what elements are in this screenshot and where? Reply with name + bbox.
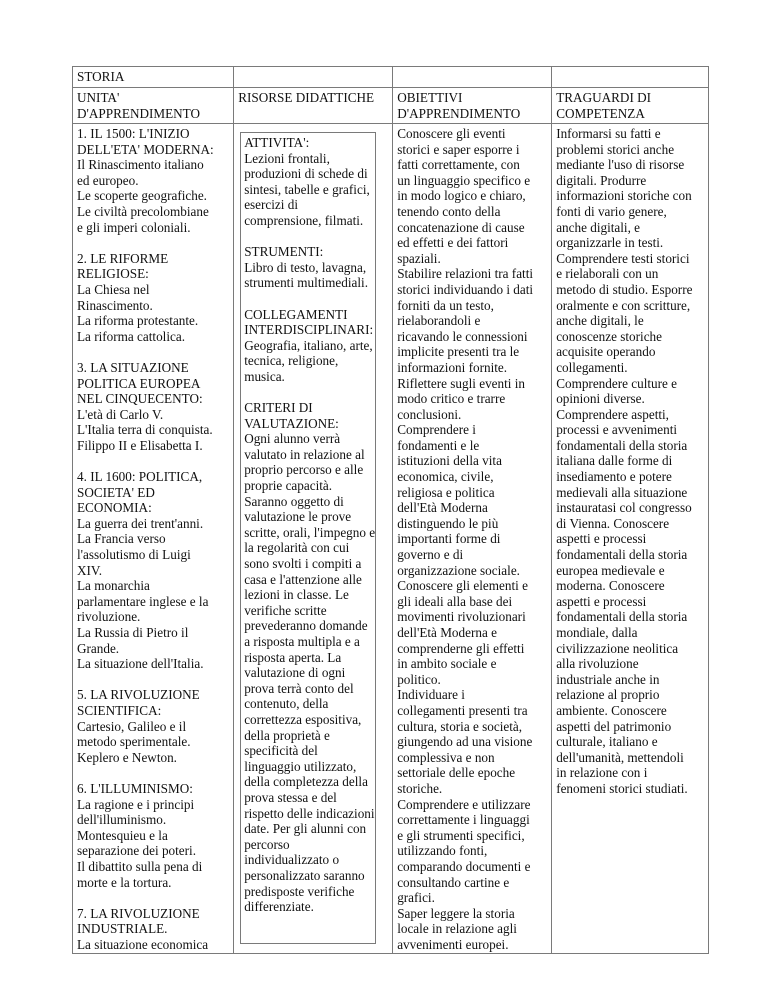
unit-line: La riforma protestante. (77, 313, 199, 329)
objective-line: governo e di (397, 547, 464, 563)
goal-line: in relazione con i (556, 765, 648, 781)
header-line: OBIETTIVI (397, 90, 463, 105)
goal-line: fonti di vario genere, (556, 203, 667, 219)
objective-line: Conoscere gli elementi e (397, 578, 528, 594)
goal-line: aspetti e processi (556, 531, 647, 547)
content-row (73, 124, 709, 954)
unit-line: Filippo II e Elisabetta I. (77, 437, 203, 453)
goal-line: Comprendere aspetti, (556, 406, 669, 422)
resource-line: correttezza espositiva, (244, 711, 362, 727)
unit-line: 4. IL 1600: POLITICA, (77, 469, 203, 485)
unit-line: Keplero e Newton. (77, 749, 177, 765)
unit-line: La ragione e i principi (77, 796, 195, 812)
objective-line: Comprendere i (397, 422, 476, 438)
unit-line: La situazione dell'Italia. (77, 656, 204, 672)
resource-line: CRITERI DI (244, 400, 313, 416)
header-line: COMPETENZA (556, 105, 645, 121)
goal-line: dell'umanità, mettendoli (556, 749, 684, 765)
goal-line: italiana dalle forme di (556, 453, 673, 469)
objective-line: economica, civile, (397, 469, 494, 485)
resource-line: predisposte verifiche (244, 883, 355, 899)
objective-line: comparando documenti e (397, 858, 531, 874)
header-objectives (393, 88, 552, 124)
title-row (73, 67, 709, 88)
unit-line: 6. L'ILLUMINISMO: (77, 780, 193, 796)
spacer (244, 291, 372, 307)
header-row (73, 88, 709, 124)
header-line: D'APPRENDIMENTO (77, 105, 201, 121)
goal-line: industriale anche in (556, 671, 660, 687)
objective-line: forniti da un testo, (397, 297, 494, 313)
unit-line: La guerra dei trent'anni. (77, 515, 204, 531)
resource-line: VALUTAZIONE: (244, 415, 339, 431)
unit-line: DELL'ETA' MODERNA: (77, 141, 214, 157)
objective-line: storici individuando i dati (397, 281, 534, 297)
resource-line: Libro di testo, lavagna, (244, 259, 367, 275)
unit-line: SOCIETA' ED (77, 484, 155, 500)
unit-line: La Francia verso (77, 531, 166, 547)
unit-line: parlamentare inglese e la (77, 593, 209, 609)
unit-line: L'Italia terra di conquista. (77, 422, 213, 438)
resource-line: lezioni in classe. Le (244, 587, 349, 603)
goal-line: alla rivoluzione (556, 656, 639, 672)
resource-line: scritte, orali, l'impegno e (244, 524, 376, 540)
unit-line: La riforma cattolica. (77, 328, 186, 344)
resource-line: verifiche scritte (244, 602, 327, 618)
unit-line: metodo sperimentale. (77, 734, 191, 750)
resource-line: esercizi di (244, 197, 299, 213)
objective-line: e gli strumenti specifici, (397, 827, 525, 843)
goal-line: fenomeni storici studiati. (556, 780, 688, 796)
unit-line: POLITICA EUROPEA (77, 375, 201, 391)
objective-line: correttamente i linguaggi (397, 812, 530, 828)
objective-line: Saper leggere la storia (397, 905, 515, 921)
objective-line: fatti correttamente, con (397, 157, 520, 173)
objective-line: complessiva e non (397, 749, 495, 765)
unit-line: NEL CINQUECENTO: (77, 391, 203, 407)
objective-line: Stabilire relazioni tra fatti (397, 266, 534, 282)
unit-line: separazione dei poteri. (77, 843, 196, 859)
objective-line: comprenderne gli effetti (397, 640, 525, 656)
goal-line: relazione al proprio (556, 687, 660, 703)
goal-line: collegamenti. (556, 359, 628, 375)
resource-line: ATTIVITA': (244, 135, 310, 150)
objective-line: implicite presenti tra le (397, 344, 520, 360)
objective-line: storiche. (397, 780, 443, 796)
unit-line: Grande. (77, 640, 120, 656)
header-line: D'APPRENDIMENTO (397, 105, 521, 121)
objective-line: fondamenti e le (397, 437, 480, 453)
goal-line: anche digitali, le (556, 313, 644, 329)
resource-line: specificità del (244, 743, 318, 759)
goal-line: civilizzazione neolitica (556, 640, 679, 656)
objective-line: dell'Età Moderna (397, 500, 488, 516)
unit-line: La situazione economica (77, 936, 209, 952)
unit-line: Le civiltà precolombiane (77, 203, 209, 219)
objective-line: collegamenti presenti tra (397, 702, 528, 718)
goal-line: aspetti del patrimonio (556, 718, 672, 734)
goal-line: opinioni diverse. (556, 391, 645, 407)
goal-line: acquisite operando (556, 344, 656, 360)
resource-line: casa e l'attenzione alle (244, 571, 362, 587)
resource-line: la regolarità con cui (244, 540, 350, 556)
objective-line: consultando cartine e (397, 874, 510, 890)
goal-line: culturale, italiano e (556, 734, 658, 750)
resource-line: della proprietà e (244, 727, 330, 743)
resource-line: della completezza della (244, 774, 368, 790)
goal-line: digitali. Produrre (556, 172, 647, 188)
resource-line: Lezioni frontali, (244, 150, 330, 166)
unit-line: ECONOMIA: (77, 500, 152, 516)
objective-line: informazioni fornite. (397, 359, 508, 375)
objective-line: tenendo conto della (397, 203, 501, 219)
unit-line: Rinascimento. (77, 297, 153, 313)
goals-cell (552, 124, 709, 954)
resource-line: strumenti multimediali. (244, 275, 368, 291)
unit-line: L'età di Carlo V. (77, 406, 164, 422)
spacer (77, 765, 229, 781)
resource-line: valutato in relazione al (244, 446, 365, 462)
objective-line: ricavando le connessioni (397, 328, 528, 344)
resource-line: musica. (244, 368, 285, 384)
resource-line: Geografia, italiano, arte, (244, 337, 373, 353)
goal-line: fondamentali della storia (556, 437, 688, 453)
goal-line: processi e avvenimenti (556, 422, 678, 438)
unit-line: 2. LE RIFORME (77, 250, 169, 266)
objective-line: organizzazione sociale. (397, 562, 520, 578)
objective-line: istituzioni della vita (397, 453, 502, 469)
objective-line: ed effetti e dei fattori (397, 235, 509, 251)
unit-line: Il Rinascimento italiano (77, 157, 204, 173)
header-line: UNITA' (77, 90, 120, 105)
objective-line: cultura, storia e società, (397, 718, 523, 734)
header-line: TRAGUARDI DI (556, 90, 652, 105)
unit-line: e gli imperi coloniali. (77, 219, 191, 235)
spacer (77, 235, 229, 251)
goal-line: oralmente e con scritture, (556, 297, 691, 313)
resource-line: sono svolti i compiti a (244, 556, 362, 572)
unit-line: 3. LA SITUAZIONE (77, 359, 189, 375)
unit-line: 5. LA RIVOLUZIONE (77, 687, 200, 703)
resource-line: STRUMENTI: (244, 244, 324, 260)
objective-line: Riflettere sugli eventi in (397, 375, 525, 391)
unit-line: La Russia di Pietro il (77, 625, 189, 640)
spacer (244, 385, 372, 401)
objective-line: storici e saper esporre i (397, 141, 520, 157)
goal-line: fondamentali della storia (556, 609, 688, 625)
goal-line: anche digitali, e (556, 219, 641, 235)
objective-line: un linguaggio specifico e (397, 172, 531, 188)
resource-line: Saranno oggetto di (244, 493, 344, 509)
objective-line: dell'Età Moderna e (397, 625, 497, 640)
resource-line: linguaggio utilizzato, (244, 758, 357, 774)
goal-line: e rielaborali con un (556, 266, 659, 282)
objective-line: religiosa e politica (397, 484, 495, 500)
objective-line: settoriale delle epoche (397, 765, 516, 781)
objective-line: Comprendere e utilizzare (397, 796, 531, 812)
objective-line: utilizzando fonti, (397, 843, 488, 859)
objective-line: gli ideali alla base dei (397, 593, 513, 609)
unit-line: ed europeo. (77, 172, 139, 188)
objective-line: Individuare i (397, 687, 465, 703)
resource-line: INTERDISCIPLINARI: (244, 322, 374, 338)
objective-line: in modo logico e chiaro, (397, 188, 526, 204)
resource-line: risposta aperta. La (244, 649, 342, 665)
goal-line: Comprendere testi storici (556, 250, 690, 266)
empty-cell (393, 67, 552, 88)
goal-line: aspetti e processi (556, 593, 647, 609)
unit-line: Montesquieu e la (77, 827, 168, 843)
resource-line: rispetto delle indicazioni (244, 805, 375, 821)
resource-line: proprie capacità. (244, 478, 333, 494)
goal-line: moderna. Conoscere (556, 578, 665, 594)
objective-line: giungendo ad una visione (397, 734, 533, 750)
resource-line: contenuto, della (244, 696, 329, 712)
objective-line: grafici. (397, 890, 435, 906)
objective-line: politico. (397, 671, 441, 687)
objective-line: conclusioni. (397, 406, 462, 422)
spacer (77, 453, 229, 469)
objectives-cell (393, 124, 552, 954)
resource-line: prova stessa e del (244, 789, 337, 805)
resource-line: COLLEGAMENTI (244, 306, 348, 322)
resource-line: individualizzato o (244, 852, 340, 868)
unit-line: l'assolutismo di Luigi (77, 547, 191, 563)
resource-line: valutazione di ogni (244, 665, 346, 681)
unit-line: Le scoperte geografiche. (77, 188, 207, 204)
unit-line: RELIGIOSE: (77, 266, 149, 282)
table-title: STORIA (73, 67, 234, 88)
curriculum-table (72, 66, 709, 954)
resource-line: personalizzato saranno (244, 867, 365, 883)
empty-cell (234, 67, 393, 88)
resources-box (240, 132, 376, 944)
spacer (244, 229, 372, 245)
goal-line: instauratasi col congresso (556, 500, 692, 516)
resource-line: prova terrà conto del (244, 680, 354, 696)
objective-line: distinguendo le più (397, 515, 499, 531)
units-cell (73, 124, 234, 954)
unit-line: Cartesio, Galileo e il (77, 718, 187, 734)
objective-line: avvenimenti europei. (397, 936, 509, 952)
goal-line: ambiente. Conoscere (556, 702, 667, 718)
goal-line: di Vienna. Conoscere (556, 515, 670, 531)
goal-line: mondiale, dalla (556, 625, 638, 640)
unit-line: dell'illuminismo. (77, 812, 167, 828)
objective-line: concatenazione di cause (397, 219, 525, 235)
unit-line: Il dibattito sulla pena di (77, 858, 203, 874)
goal-line: problemi storici anche (556, 141, 675, 157)
spacer (77, 890, 229, 906)
objective-line: modo critico e trarre (397, 391, 506, 407)
resource-line: date. Per gli alunni con (244, 821, 367, 837)
goal-line: Informarsi su fatti e (556, 126, 661, 141)
resource-line: differenziate. (244, 899, 314, 915)
goal-line: mediante l'uso di risorse (556, 157, 685, 173)
resource-line: a risposta multipla e a (244, 634, 360, 649)
unit-line: XIV. (77, 562, 103, 578)
objective-line: movimenti rivoluzionari (397, 609, 526, 625)
resource-line: produzioni di schede di (244, 166, 368, 182)
goal-line: insediamento e potere (556, 469, 672, 485)
resource-line: Ogni alunno verrà (244, 431, 341, 447)
resource-line: proprio percorso e alle (244, 462, 364, 478)
header-units (73, 88, 234, 124)
spacer (77, 344, 229, 360)
resource-line: prevederanno domande (244, 618, 368, 634)
resource-line: sintesi, tabelle e grafici, (244, 181, 370, 197)
goal-line: Comprendere culture e (556, 375, 678, 391)
header-resources (234, 88, 393, 124)
spacer (77, 672, 229, 688)
empty-cell (552, 67, 709, 88)
objective-line: spaziali. (397, 250, 441, 266)
goal-line: medievali alla situazione (556, 484, 688, 500)
unit-line: 1. IL 1500: L'INIZIO (77, 126, 190, 141)
unit-line: rivoluzione. (77, 609, 141, 625)
objective-line: Conoscere gli eventi (397, 126, 506, 141)
goal-line: fondamentali della storia (556, 547, 688, 563)
objective-line: rielaborandoli e (397, 313, 481, 329)
unit-line: La Chiesa nel (77, 281, 150, 297)
unit-line: La monarchia (77, 578, 150, 594)
resource-line: comprensione, filmati. (244, 212, 364, 228)
resource-line: percorso (244, 836, 290, 852)
header-line: RISORSE DIDATTICHE (238, 90, 375, 105)
goal-line: europea medievale e (556, 562, 665, 578)
header-goals (552, 88, 709, 124)
unit-line: morte e la tortura. (77, 874, 172, 890)
objective-line: in ambito sociale e (397, 656, 497, 672)
unit-line: SCIENTIFICA: (77, 702, 162, 718)
goal-line: conoscenze storiche (556, 328, 663, 344)
unit-line: INDUSTRIALE. (77, 921, 168, 937)
objective-line: importanti forme di (397, 531, 501, 547)
unit-line: 7. LA RIVOLUZIONE (77, 905, 200, 921)
goal-line: informazioni storiche con (556, 188, 692, 204)
resources-cell (234, 124, 393, 954)
resource-line: tecnica, religione, (244, 353, 339, 369)
goal-line: organizzarle in testi. (556, 235, 664, 251)
resource-line: valutazione le prove (244, 509, 352, 525)
objective-line: locale in relazione agli (397, 921, 517, 937)
goal-line: metodo di studio. Esporre (556, 281, 693, 297)
